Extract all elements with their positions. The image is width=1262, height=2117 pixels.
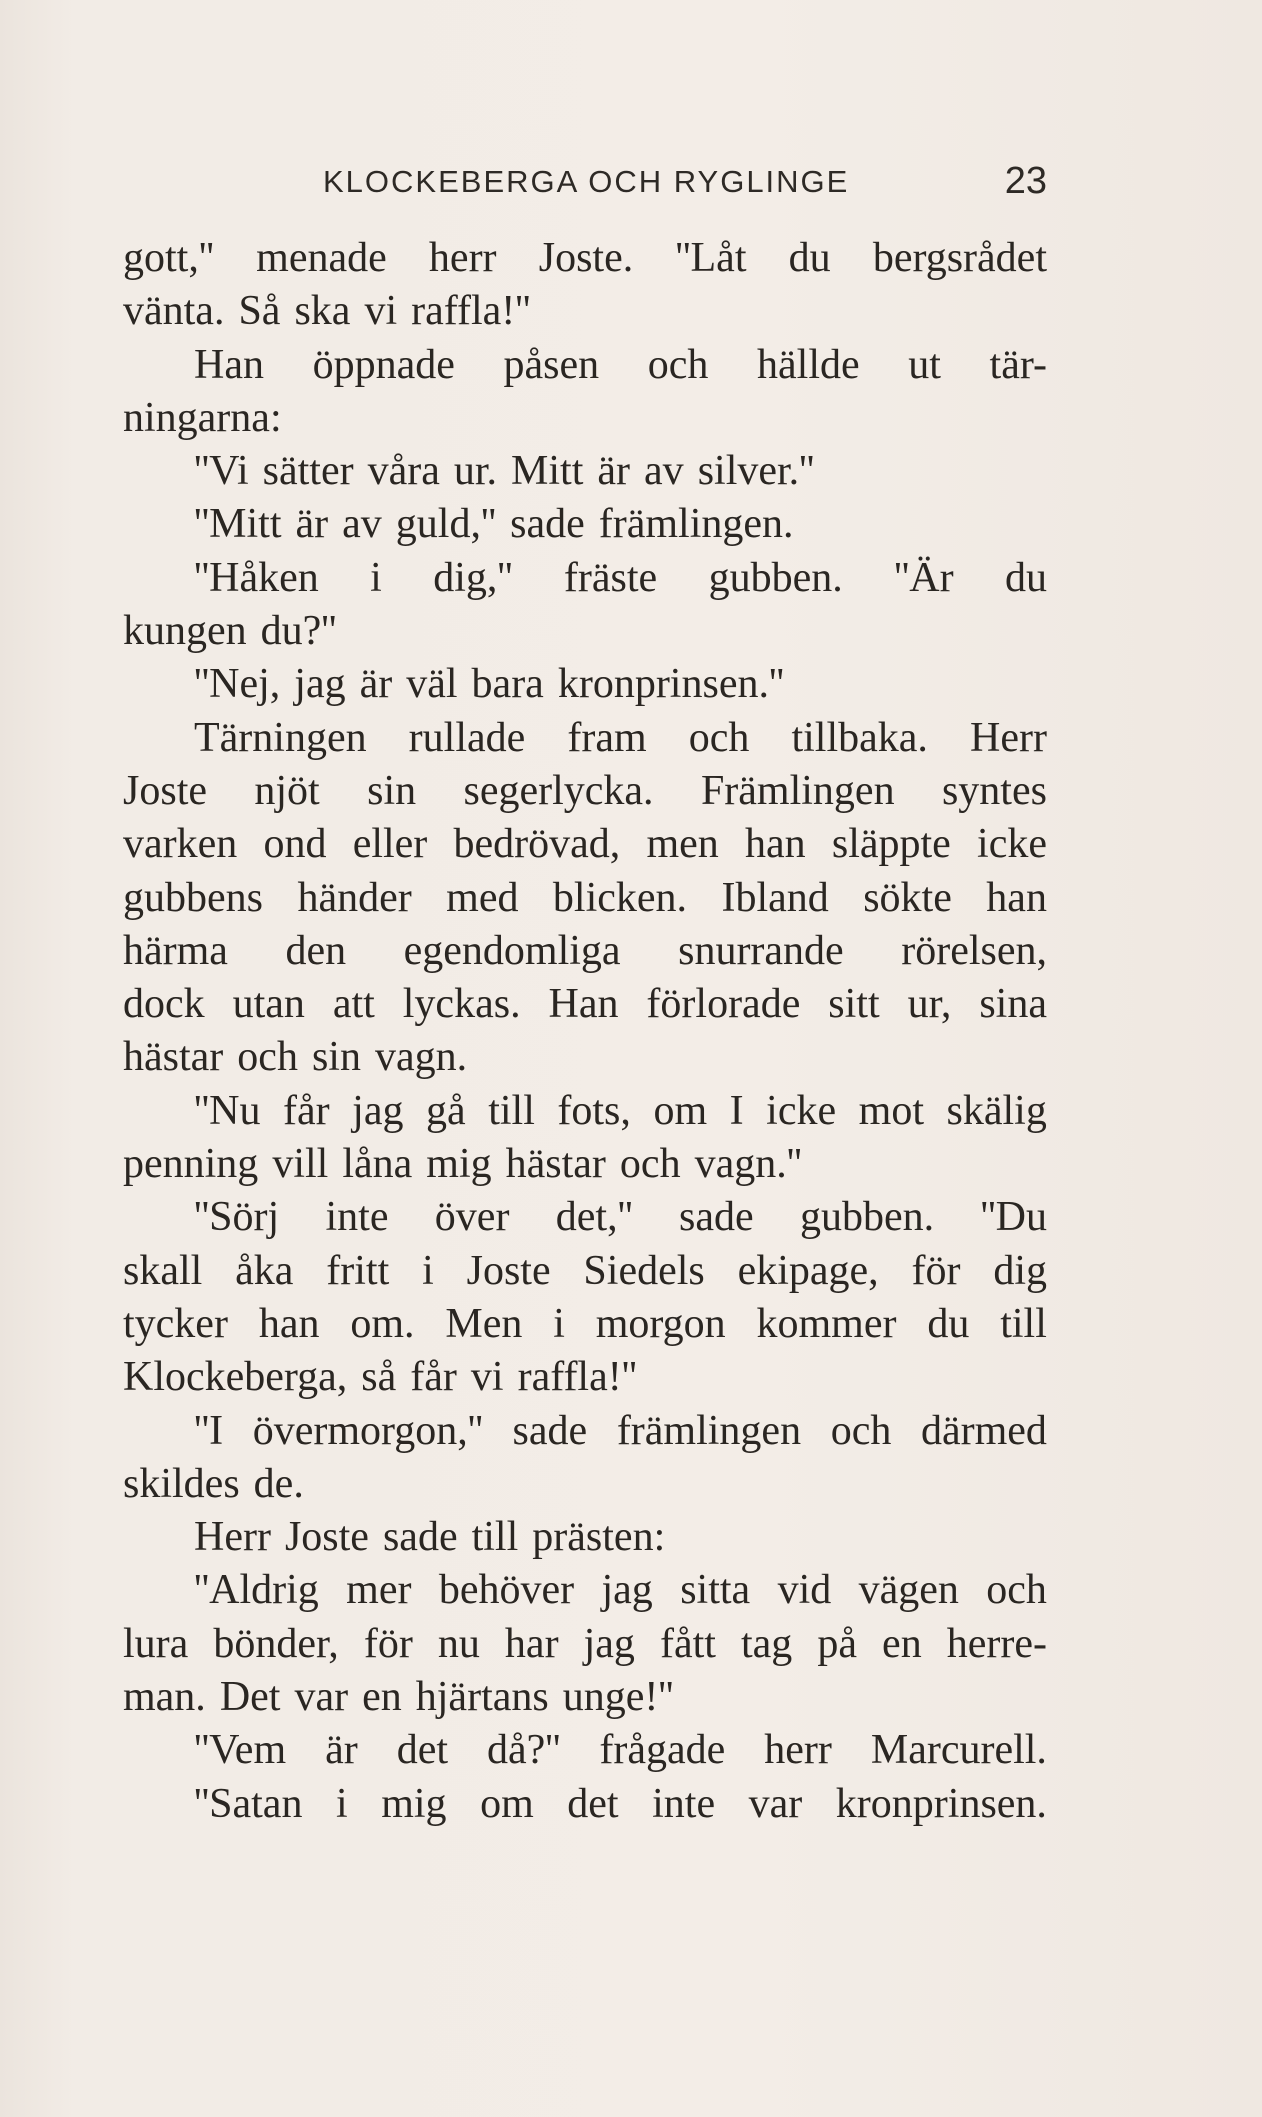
text-line <box>123 285 1047 338</box>
text-line <box>123 1564 1047 1617</box>
text-word: snurrande <box>678 927 844 974</box>
text-word: jag <box>352 1087 404 1134</box>
text-word: då?'' <box>486 1727 561 1774</box>
text-word: det <box>567 1780 619 1827</box>
text-word: du <box>927 1300 970 1347</box>
text-line <box>123 1085 1047 1138</box>
text-word: bergsrådet <box>872 235 1047 281</box>
text-word: är <box>359 661 393 708</box>
text-word: vill <box>272 1141 329 1188</box>
text-word: och <box>986 1567 1047 1614</box>
text-line <box>123 1405 1047 1458</box>
text-word: unge!'' <box>562 1674 674 1721</box>
text-word: och <box>688 714 750 761</box>
text-word: icke <box>766 1087 837 1134</box>
text-word: ''Aldrig <box>194 1567 319 1614</box>
text-word: mer <box>346 1567 412 1614</box>
text-word: ur, <box>907 981 952 1028</box>
text-word: tycker <box>123 1300 228 1347</box>
text-word: Det <box>219 1674 281 1721</box>
text-word: är <box>295 501 329 548</box>
text-word: av <box>342 501 382 548</box>
page-header <box>123 160 1047 208</box>
text-word: han <box>986 874 1047 921</box>
text-word: en <box>882 1620 922 1667</box>
text-word: med <box>446 874 519 921</box>
text-word: tag <box>740 1620 793 1667</box>
text-word: Tärningen <box>194 714 367 761</box>
text-word: sade <box>510 501 585 548</box>
text-line <box>123 392 1047 445</box>
text-word: prästen: <box>532 1514 666 1561</box>
text-word: Så <box>238 288 281 335</box>
text-word: jag <box>583 1620 635 1667</box>
text-word: Men <box>445 1300 523 1347</box>
text-word: Siedels <box>583 1247 705 1294</box>
text-word: eller <box>352 821 428 868</box>
text-line <box>123 658 1047 711</box>
text-line <box>123 605 1047 658</box>
text-word: herr <box>764 1727 832 1774</box>
text-word: ur. <box>453 448 498 495</box>
text-word: rullade <box>408 714 526 761</box>
text-word: får <box>410 1354 457 1401</box>
text-word: får <box>283 1087 330 1134</box>
text-word: tillbaka. <box>791 714 928 761</box>
text-line <box>123 1298 1047 1351</box>
text-word: Klockeberga, <box>123 1354 348 1401</box>
text-word: de. <box>253 1460 304 1507</box>
text-word: dock <box>123 981 205 1028</box>
text-word: till <box>488 1087 535 1134</box>
text-word: ''Satan <box>194 1780 303 1827</box>
text-word: Joste <box>284 1514 369 1561</box>
text-word: dig <box>993 1247 1047 1294</box>
text-word: gubben. <box>708 554 843 601</box>
text-word: Han <box>548 981 619 1028</box>
text-line <box>123 445 1047 498</box>
text-word: Främlingen <box>700 767 895 814</box>
text-word: lyckas. <box>402 981 521 1028</box>
text-word: du <box>1004 554 1047 601</box>
text-word: ningarna: <box>123 394 282 441</box>
text-word: och <box>647 341 709 388</box>
text-word: sin <box>311 1034 361 1081</box>
text-word: man. <box>123 1674 206 1721</box>
text-word: om <box>480 1780 534 1827</box>
text-word: mig <box>381 1780 447 1827</box>
text-line <box>123 712 1047 765</box>
text-line <box>123 498 1047 551</box>
text-word: tär- <box>989 341 1047 388</box>
text-word: inte <box>652 1780 716 1827</box>
text-word: för <box>363 1620 413 1667</box>
text-word: Marcurell. <box>870 1727 1047 1774</box>
text-line <box>123 818 1047 871</box>
text-word: vi <box>470 1354 504 1401</box>
text-word: fräste <box>563 554 658 601</box>
text-word: om. <box>350 1300 415 1347</box>
text-word: inte <box>325 1194 389 1241</box>
running-title: KLOCKEBERGA OCH RYGLINGE <box>323 164 850 199</box>
text-word: ''Vem <box>194 1727 287 1774</box>
text-line <box>123 1618 1047 1671</box>
text-word: kommer <box>756 1300 897 1347</box>
text-word: var <box>748 1780 803 1827</box>
text-word: ''Håken <box>194 554 319 601</box>
text-word: menade <box>256 235 387 281</box>
text-word: och <box>830 1407 892 1454</box>
text-word: ''Du <box>980 1194 1047 1241</box>
text-line <box>123 925 1047 978</box>
text-word: ''I <box>194 1407 224 1454</box>
text-word: ond <box>263 821 327 868</box>
text-word: egendomliga <box>403 927 621 974</box>
text-word: det <box>396 1727 449 1774</box>
text-word: dig,'' <box>433 554 513 601</box>
text-word: lura <box>123 1620 189 1667</box>
text-word: jag <box>294 661 346 708</box>
text-word: gå <box>426 1087 466 1134</box>
text-word: så <box>361 1354 397 1401</box>
text-word: ''Nej, <box>194 661 281 708</box>
text-line <box>123 1724 1047 1777</box>
text-line <box>123 1778 1047 1831</box>
text-word: mot <box>858 1087 924 1134</box>
text-word: för <box>911 1247 961 1294</box>
text-word: behöver <box>438 1567 575 1614</box>
text-word: främlingen. <box>598 501 794 548</box>
text-word: över <box>434 1194 510 1241</box>
text-word: vi <box>364 288 398 335</box>
text-word: Herr <box>194 1514 271 1561</box>
text-word: härma <box>123 927 228 974</box>
text-word: skall <box>123 1247 203 1294</box>
text-word: mig <box>426 1141 492 1188</box>
text-line <box>123 1031 1047 1084</box>
text-word: nu <box>437 1620 480 1667</box>
text-word: jag <box>601 1567 653 1614</box>
text-word: guld,'' <box>395 501 497 548</box>
text-line <box>123 1458 1047 1511</box>
text-word: sina <box>979 981 1047 1028</box>
text-word: är <box>597 448 631 495</box>
text-line <box>123 872 1047 925</box>
text-word: ut <box>908 341 941 388</box>
text-word: våra <box>367 448 440 495</box>
text-word: ''Är <box>894 554 954 601</box>
text-word: sitta <box>680 1567 751 1614</box>
text-word: vagn.'' <box>694 1141 802 1188</box>
text-word: fritt <box>326 1247 390 1294</box>
text-word: fått <box>659 1620 716 1667</box>
text-word: är <box>325 1727 358 1774</box>
text-word: rörelsen, <box>901 927 1047 974</box>
text-word: raffla!'' <box>517 1354 637 1401</box>
text-word: gubben. <box>800 1194 935 1241</box>
text-word: bedrövad, <box>453 821 621 868</box>
page-number: 23 <box>1004 160 1047 202</box>
text-word: på <box>817 1620 857 1667</box>
text-word: hästar <box>505 1141 606 1188</box>
text-word: sin <box>367 767 417 814</box>
text-word: främlingen <box>616 1407 802 1454</box>
text-word: hjärtans <box>415 1674 549 1721</box>
text-word: vagn. <box>374 1034 468 1081</box>
text-word: förlorade <box>646 981 801 1028</box>
text-word: Han <box>194 341 264 388</box>
text-word: hästar <box>123 1034 224 1081</box>
text-word: utan <box>232 981 305 1028</box>
text-word: det,'' <box>555 1194 633 1241</box>
text-word: ska <box>294 288 351 335</box>
text-word: han <box>745 821 806 868</box>
text-word: gubbens <box>123 874 263 921</box>
text-word: ''Sörj <box>194 1194 280 1241</box>
text-word: du?'' <box>260 608 337 655</box>
text-word: ''Låt <box>675 235 747 281</box>
text-word: vid <box>777 1567 832 1614</box>
text-line <box>123 232 1047 285</box>
text-word: ''Mitt <box>194 501 282 548</box>
body-text <box>123 232 1047 1831</box>
text-word: njöt <box>254 767 320 814</box>
text-word: Herr <box>970 714 1047 761</box>
text-word: i <box>422 1247 434 1294</box>
text-line <box>123 978 1047 1031</box>
text-word: den <box>285 927 347 974</box>
text-word: att <box>332 981 375 1028</box>
text-line <box>123 765 1047 818</box>
text-line <box>123 1351 1047 1404</box>
text-word: du <box>788 235 831 281</box>
text-word: herr <box>428 235 497 281</box>
text-word: I <box>729 1087 744 1134</box>
text-line <box>123 1511 1047 1564</box>
text-word: han <box>258 1300 320 1347</box>
text-word: morgon <box>595 1300 726 1347</box>
text-word: sade <box>382 1514 458 1561</box>
text-line <box>123 1671 1047 1724</box>
text-word: och <box>619 1141 681 1188</box>
text-word: raffla!'' <box>411 288 531 335</box>
text-word: kronprinsen. <box>835 1780 1047 1827</box>
text-word: varken <box>123 821 238 868</box>
text-line <box>123 552 1047 605</box>
text-word: låna <box>342 1141 413 1188</box>
text-word: väl <box>406 661 458 708</box>
text-word: skildes <box>123 1460 240 1507</box>
text-word: därmed <box>920 1407 1047 1454</box>
text-word: silver.'' <box>697 448 815 495</box>
text-word: men <box>646 821 719 868</box>
text-word: öppnade <box>312 341 455 388</box>
text-word: av <box>644 448 684 495</box>
text-line <box>123 1138 1047 1191</box>
text-word: segerlycka. <box>463 767 654 814</box>
text-word: händer <box>297 874 412 921</box>
text-word: om <box>653 1087 708 1134</box>
text-word: till <box>471 1514 519 1561</box>
text-word: kronprinsen.'' <box>557 661 785 708</box>
text-word: hällde <box>757 341 860 388</box>
text-word: icke <box>977 821 1047 868</box>
text-word: sade <box>679 1194 754 1241</box>
text-word: sökte <box>863 874 952 921</box>
text-word: en <box>362 1674 402 1721</box>
text-word: syntes <box>941 767 1047 814</box>
text-word: påsen <box>503 341 600 388</box>
text-word: Joste <box>466 1247 551 1294</box>
text-word: släppte <box>831 821 951 868</box>
text-word: fots, <box>557 1087 631 1134</box>
text-word: ''Vi <box>194 448 249 495</box>
text-word: bara <box>471 661 544 708</box>
text-word: ''Nu <box>194 1087 261 1134</box>
text-word: vägen <box>858 1567 959 1614</box>
text-word: har <box>504 1620 559 1667</box>
text-word: sätter <box>262 448 354 495</box>
text-word: i <box>335 1780 348 1827</box>
text-word: fram <box>567 714 647 761</box>
text-word: blicken. <box>552 874 688 921</box>
text-word: Ibland <box>721 874 829 921</box>
text-line <box>123 1245 1047 1298</box>
text-word: i <box>553 1300 565 1347</box>
text-word: i <box>370 554 382 601</box>
text-word: övermorgon,'' <box>252 1407 483 1454</box>
text-word: bönder, <box>213 1620 339 1667</box>
text-word: ekipage, <box>737 1247 879 1294</box>
text-word: gott,'' <box>123 235 214 281</box>
text-word: vänta. <box>123 288 225 335</box>
text-word: Joste <box>123 767 207 814</box>
text-word: penning <box>123 1141 259 1188</box>
text-word: Joste. <box>538 235 634 281</box>
text-word: åka <box>235 1247 294 1294</box>
text-line <box>123 339 1047 392</box>
text-word: Mitt <box>511 448 584 495</box>
text-word: och <box>237 1034 298 1081</box>
text-word: kungen <box>123 608 247 655</box>
text-word: frågade <box>599 1727 726 1774</box>
text-word: sade <box>512 1407 588 1454</box>
text-word: sitt <box>828 981 880 1028</box>
text-word: herre- <box>946 1620 1047 1667</box>
text-word: skälig <box>946 1087 1047 1134</box>
text-word: till <box>1000 1300 1047 1347</box>
text-line <box>123 1191 1047 1244</box>
text-word: var <box>294 1674 349 1721</box>
